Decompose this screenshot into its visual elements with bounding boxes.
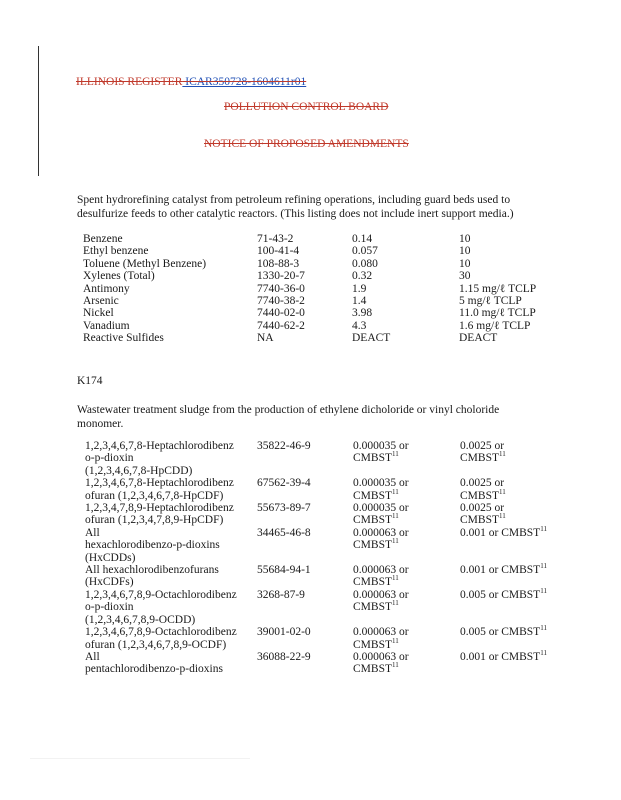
wastewater-standard-cell [352, 258, 459, 270]
waste-code-k174: K174 [77, 375, 103, 387]
register-inserted-text: ICAR350728-1604611r01 [182, 76, 307, 88]
wastewater-standard: 0.000063 or CMBST [353, 526, 409, 552]
nonwastewater-standard: 10 [459, 257, 471, 270]
cas-number-cell [257, 651, 353, 676]
nonwastewater-standard: 0.0025 or CMBST [460, 502, 505, 527]
constituent-name: Reactive Sulfides [83, 332, 164, 345]
footnote-mark: 11 [392, 450, 399, 459]
cas-number: 55684-94-1 [257, 564, 311, 577]
constituent-name: Arsenic [83, 295, 119, 308]
wastewater-standard-cell [352, 320, 459, 332]
table-row [85, 651, 547, 676]
constituent-name: Antimony [83, 282, 130, 295]
table-row [83, 233, 536, 245]
nonwastewater-standard: 1.6 mg/ℓ TCLP [459, 319, 531, 332]
cas-number: 108-88-3 [257, 257, 300, 270]
nonwastewater-standard: 11.0 mg/ℓ TCLP [459, 307, 536, 320]
wastewater-standard: DEACT [352, 332, 391, 345]
cas-number-cell [257, 295, 352, 307]
constituent-name-cell [85, 527, 257, 564]
table-row [83, 307, 536, 319]
footnote-mark: 11 [499, 450, 506, 459]
nonwastewater-standard-cell [459, 258, 536, 270]
constituent-name: 1,2,3,4,6,7,8-Heptachlorodibenz ofuran (1,2,3,4,6,7,8-HpCDF) [85, 477, 234, 502]
cas-number: 36088-22-9 [257, 650, 311, 663]
constituent-name-cell [85, 651, 257, 676]
wastewater-standard-cell [353, 589, 460, 626]
catalyst-constituents-table [83, 233, 536, 345]
cas-number: 35822-46-9 [257, 440, 311, 452]
footnote-mark: 11 [499, 487, 506, 496]
wastewater-standard: 0.32 [352, 270, 373, 283]
cas-number-cell [257, 332, 352, 344]
constituent-name-cell [83, 307, 257, 319]
wastewater-standard: 0.080 [352, 257, 378, 270]
nonwastewater-standard-cell [459, 270, 536, 282]
table-row [83, 332, 536, 344]
wastewater-standard-cell [352, 233, 459, 245]
constituent-name-cell [85, 502, 257, 527]
wastewater-standard-cell [352, 283, 459, 295]
wastewater-standard: 0.000063 or CMBST [353, 564, 409, 589]
table-row [83, 320, 536, 332]
constituent-name: Ethyl benzene [83, 245, 149, 258]
constituent-name: All pentachlorodibenzo-p-dioxins [85, 650, 223, 676]
wastewater-standard-cell [352, 307, 459, 319]
footnote-mark: 11 [392, 574, 399, 583]
wastewater-standard-cell [353, 477, 460, 502]
register-heading [76, 76, 306, 88]
nonwastewater-standard: 0.0025 or CMBST [460, 477, 505, 502]
cas-number: 7740-36-0 [257, 282, 305, 295]
sludge-paragraph: Wastewater treatment sludge from the production of ethylene dicholoride or vinyl choloride monomer. [77, 404, 500, 430]
cas-number-cell [257, 283, 352, 295]
nonwastewater-standard: 0.001 or CMBST [460, 564, 541, 577]
constituent-name: 1,2,3,4,7,8,9-Heptachlorodibenz ofuran (1,2,3,4,7,8,9-HpCDF) [85, 502, 234, 527]
nonwastewater-standard-cell [459, 295, 536, 307]
footnote-mark: 11 [499, 512, 506, 521]
cas-number-cell [257, 626, 353, 651]
wastewater-standard: 0.000063 or CMBST [353, 650, 409, 676]
constituent-name-cell [83, 320, 257, 332]
nonwastewater-standard-cell [460, 477, 547, 502]
nonwastewater-standard-cell [459, 283, 536, 295]
nonwastewater-standard-cell [460, 502, 547, 527]
cas-number: 7740-38-2 [257, 295, 305, 308]
table-row [85, 527, 547, 564]
constituent-name: 1,2,3,4,6,7,8-Heptachlorodibenz o-p-dioxin (1,2,3,4,6,7,8-HpCDD) [85, 440, 234, 477]
constituent-name-cell [85, 626, 257, 651]
wastewater-standard-cell [353, 440, 460, 477]
footnote-mark: 11 [392, 537, 399, 546]
wastewater-standard: 1.4 [352, 295, 367, 308]
constituent-name-cell [85, 564, 257, 589]
nonwastewater-standard-cell [459, 332, 536, 344]
nonwastewater-standard: 30 [459, 270, 471, 283]
footnote-mark: 11 [540, 649, 547, 658]
cas-number-cell [257, 589, 353, 626]
nonwastewater-standard-cell [459, 245, 536, 257]
nonwastewater-standard-cell [460, 440, 547, 477]
cas-number: 7440-62-2 [257, 319, 305, 332]
wastewater-standard: 0.000035 or CMBST [353, 440, 409, 465]
change-bar [38, 46, 39, 176]
cas-number-cell [257, 258, 352, 270]
wastewater-standard-cell [353, 527, 460, 564]
nonwastewater-standard-cell [460, 651, 547, 676]
wastewater-standard-cell [352, 295, 459, 307]
table-row [85, 477, 547, 502]
cas-number-cell [257, 564, 353, 589]
wastewater-standard: 0.000035 or CMBST [353, 502, 409, 527]
constituent-name-cell [83, 283, 257, 295]
cas-number-cell [257, 245, 352, 257]
constituent-name-cell [83, 270, 257, 282]
nonwastewater-standard-cell [459, 320, 536, 332]
cas-number: 100-41-4 [257, 245, 300, 258]
constituent-name: Xylenes (Total) [83, 270, 155, 283]
nonwastewater-standard-cell [459, 307, 536, 319]
wastewater-standard: 1.9 [352, 282, 367, 295]
cas-number-cell [257, 477, 353, 502]
cas-number-cell [257, 502, 353, 527]
table-row [85, 440, 547, 477]
nonwastewater-standard-cell [460, 589, 547, 626]
cas-number-cell [257, 307, 352, 319]
cas-number: NA [257, 332, 274, 345]
footnote-mark: 11 [392, 512, 399, 521]
cas-number-cell [257, 320, 352, 332]
constituent-name: Vanadium [83, 319, 130, 332]
wastewater-standard-cell [353, 502, 460, 527]
nonwastewater-standard: 0.005 or CMBST [460, 626, 541, 639]
constituent-name: Benzene [83, 233, 123, 245]
nonwastewater-standard: 0.001 or CMBST [460, 650, 541, 663]
cas-number: 34465-46-8 [257, 526, 311, 539]
table-row [83, 295, 536, 307]
intro-paragraph: Spent hydrorefining catalyst from petroleum refining operations, including guard beds used to desulfurize feeds to other catalytic reactors. (This listing does not include inert support media.) [77, 194, 514, 220]
cas-number: 67562-39-4 [257, 477, 311, 490]
constituent-name-cell [83, 233, 257, 245]
cas-number: 71-43-2 [257, 233, 294, 245]
wastewater-standard: 0.000035 or CMBST [353, 477, 409, 502]
constituent-name: 1,2,3,4,6,7,8,9-Octachlorodibenz ofuran (1,2,3,4,6,7,8,9-OCDF) [85, 626, 237, 651]
nonwastewater-standard: 10 [459, 245, 471, 258]
nonwastewater-standard: 0.0025 or CMBST [460, 440, 505, 465]
cas-number-cell [257, 440, 353, 477]
wastewater-standard-cell [353, 651, 460, 676]
footer-rule [30, 758, 250, 759]
table-row [83, 270, 536, 282]
wastewater-standard-cell [353, 564, 460, 589]
wastewater-standard-cell [352, 270, 459, 282]
wastewater-standard: 0.14 [352, 233, 373, 245]
wastewater-standard-cell [352, 245, 459, 257]
register-deleted-text: ILLINOIS REGISTER [76, 76, 183, 88]
footnote-mark: 11 [540, 587, 547, 596]
table-row [85, 626, 547, 651]
board-heading: POLLUTION CONTROL BOARD [224, 101, 389, 113]
constituent-name: All hexachlorodibenzofurans (HxCDFs) [85, 564, 219, 589]
wastewater-standard: 0.000063 or CMBST [353, 588, 409, 614]
sludge-constituents-table [85, 440, 547, 676]
table-row [85, 589, 547, 626]
cas-number: 3268-87-9 [257, 588, 305, 601]
nonwastewater-standard-cell [460, 564, 547, 589]
wastewater-standard: 0.000063 or CMBST [353, 626, 409, 651]
footnote-mark: 11 [540, 624, 547, 633]
constituent-name: All hexachlorodibenzo-p-dioxins (HxCDDs) [85, 526, 220, 564]
cas-number: 55673-89-7 [257, 502, 311, 515]
nonwastewater-standard: 0.005 or CMBST [460, 588, 541, 601]
constituent-name-cell [85, 589, 257, 626]
wastewater-standard: 3.98 [352, 307, 373, 320]
constituent-name: 1,2,3,4,6,7,8,9-Octachlorodibenz o-p-dioxin (1,2,3,4,6,7,8,9-OCDD) [85, 588, 237, 626]
cas-number: 39001-02-0 [257, 626, 311, 639]
constituent-name: Toluene (Methyl Benzene) [83, 257, 207, 270]
wastewater-standard-cell [352, 332, 459, 344]
nonwastewater-standard-cell [459, 233, 536, 245]
constituent-name-cell [83, 245, 257, 257]
table-row [83, 283, 536, 295]
wastewater-standard: 4.3 [352, 319, 367, 332]
cas-number-cell [257, 270, 352, 282]
notice-heading: NOTICE OF PROPOSED AMENDMENTS [204, 138, 409, 150]
table-row [85, 502, 547, 527]
constituent-name-cell [85, 440, 257, 477]
nonwastewater-standard: 1.15 mg/ℓ TCLP [459, 282, 537, 295]
footnote-mark: 11 [540, 562, 547, 571]
footnote-mark: 11 [392, 661, 399, 670]
footnote-mark: 11 [540, 525, 547, 534]
cas-number-cell [257, 233, 352, 245]
constituent-name: Nickel [83, 307, 114, 320]
footnote-mark: 11 [392, 636, 399, 645]
table-row [83, 245, 536, 257]
constituent-name-cell [83, 258, 257, 270]
cas-number: 1330-20-7 [257, 270, 305, 283]
constituent-name-cell [83, 295, 257, 307]
nonwastewater-standard: 10 [459, 233, 471, 245]
nonwastewater-standard: DEACT [459, 332, 498, 345]
constituent-name-cell [83, 332, 257, 344]
footnote-mark: 11 [392, 487, 399, 496]
nonwastewater-standard-cell [460, 527, 547, 564]
wastewater-standard: 0.057 [352, 245, 378, 258]
wastewater-standard-cell [353, 626, 460, 651]
cas-number: 7440-02-0 [257, 307, 305, 320]
footnote-mark: 11 [392, 599, 399, 608]
constituent-name-cell [85, 477, 257, 502]
cas-number-cell [257, 527, 353, 564]
nonwastewater-standard: 0.001 or CMBST [460, 526, 541, 539]
nonwastewater-standard: 5 mg/ℓ TCLP [459, 295, 522, 308]
nonwastewater-standard-cell [460, 626, 547, 651]
table-row [83, 258, 536, 270]
table-row [85, 564, 547, 589]
